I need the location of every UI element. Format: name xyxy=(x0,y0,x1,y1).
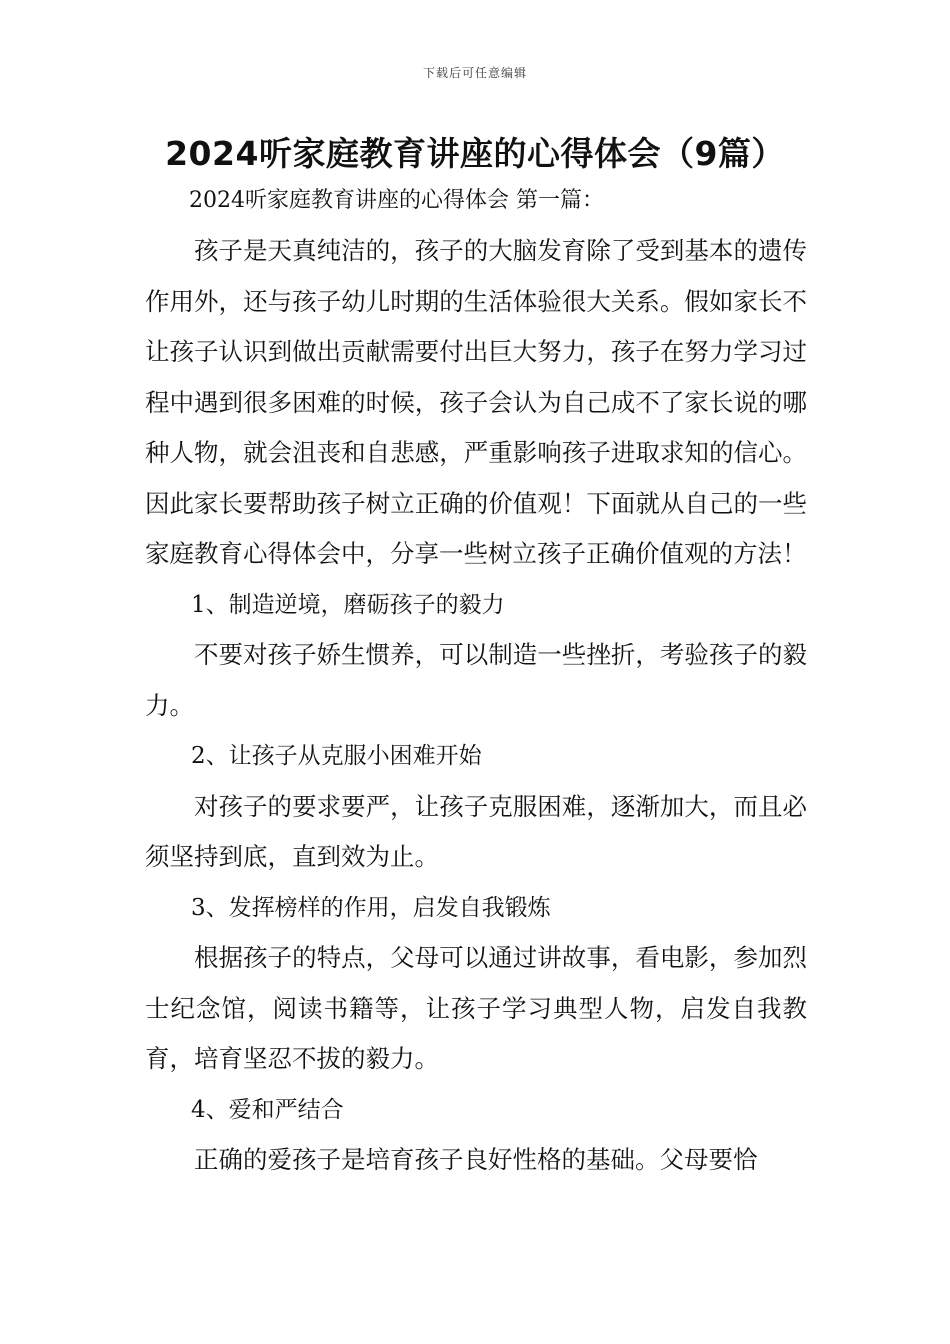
paragraph-1: 不要对孩子娇生惯养，可以制造一些挫折，考验孩子的毅力。 xyxy=(145,640,807,720)
paragraph-2: 对孩子的要求要严，让孩子克服困难，逐渐加大，而且必须坚持到底，直到效为止。 xyxy=(145,791,807,871)
document-body xyxy=(145,180,807,1186)
paragraph-intro: 孩子是天真纯洁的，孩子的大脑发育除了受到基本的遗传作用外，还与孩子幼儿时期的生活体验很大关系。假如家长不让孩子认识到做出贡献需要付出巨大努力，孩子在努力学习过程中遇到很多困难的时候，孩子会认为自己成不了家长说的哪种人物，就会沮丧和自悲感，严重影响孩子进取求知的信心。因此家长要帮助孩子树立正确的价值观！下面就从自己的一些家庭教育心得体会中，分享一些树立孩子正确价值观的方法！ xyxy=(145,236,807,568)
subheading-1: 1、制造逆境，磨砺孩子的毅力 xyxy=(191,591,505,618)
section-heading: 2024听家庭教育讲座的心得体会 第一篇： xyxy=(189,188,604,213)
page-header-note: 下载后可任意编辑 xyxy=(422,66,527,80)
subheading-2: 2、让孩子从克服小困难开始 xyxy=(191,743,482,769)
subheading-3: 3、发挥榜样的作用，启发自我锻炼 xyxy=(191,894,551,921)
paragraph-4: 正确的爱孩子是培育孩子良好性格的基础。父母要恰 xyxy=(194,1145,758,1174)
subheading-4: 4、爱和严结合 xyxy=(191,1096,344,1123)
document-title: 2024听家庭教育讲座的心得体会（9篇） xyxy=(165,134,785,173)
paragraph-3: 根据孩子的特点，父母可以通过讲故事，看电影，参加烈士纪念馆，阅读书籍等，让孩子学习典型人物，启发自我教育，培育坚忍不拔的毅力。 xyxy=(145,943,807,1073)
